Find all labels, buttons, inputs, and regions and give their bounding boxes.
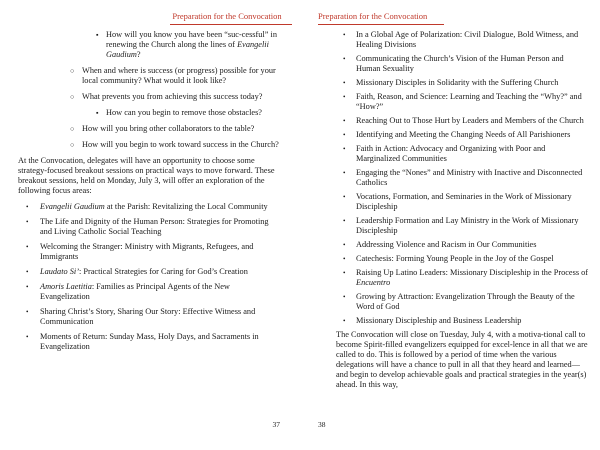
list-item-text: Engaging the “Nones” and Ministry with Inactive and Disconnected Catholics [356, 168, 583, 187]
circle-bullet-icon: ○ [70, 67, 75, 75]
dot-bullet-icon: • [26, 283, 29, 291]
list-item [26, 242, 280, 262]
list-item [343, 292, 590, 312]
dot-bullet-icon: • [343, 31, 346, 39]
list-item [343, 116, 590, 126]
circle-bullet-icon: ○ [70, 125, 75, 133]
list-item-text: Reaching Out to Those Hurt by Leaders and Members of the Church [356, 116, 584, 125]
page-number-right: 38 [318, 420, 326, 429]
dot-bullet-icon: • [343, 145, 346, 153]
list-item [343, 92, 590, 112]
list-item [70, 124, 280, 134]
intro-paragraph: At the Convocation, delegates will have an opportunity to choose some strategy-focused breakout sessions on practical ways to move forward. These breakout sessions, held on Monday, July 3, will offer an exploration of the following focus areas: [18, 156, 275, 195]
list-item-text-after: : Practical Strategies for Caring for God’s Creation [78, 267, 248, 276]
list-item [26, 282, 280, 302]
list-item [70, 92, 280, 102]
dot-bullet-icon: • [343, 131, 346, 139]
list-item-text: How can you begin to remove those obstacles? [106, 108, 262, 117]
question-list [18, 30, 280, 150]
list-item-text: How will you know you have been “suc-cessful” in renewing the Church along the lines of [106, 30, 277, 49]
square-bullet-icon: ▪ [96, 109, 99, 117]
dot-bullet-icon: • [343, 55, 346, 63]
list-item-text: Sharing Christ’s Story, Sharing Our Story: Effective Witness and Communication [40, 307, 256, 326]
focus-area-list [18, 202, 280, 352]
list-item [343, 268, 590, 288]
list-item-text: Growing by Attraction: Evangelization Through the Beauty of the Word of God [356, 292, 575, 311]
dot-bullet-icon: • [26, 268, 29, 276]
list-item-text-after: at the Parish: Revitalizing the Local Community [104, 202, 268, 211]
list-item [343, 54, 590, 74]
dot-bullet-icon: • [343, 255, 346, 263]
list-item-text-after: ? [136, 50, 141, 59]
circle-bullet-icon: ○ [70, 93, 75, 101]
left-page-content [18, 30, 280, 357]
square-bullet-icon: ▪ [96, 31, 99, 39]
list-item-text: Missionary Discipleship and Business Leadership [356, 316, 522, 325]
dot-bullet-icon: • [26, 308, 29, 316]
list-item [343, 192, 590, 212]
list-item-text: Addressing Violence and Racism in Our Communities [356, 240, 537, 249]
list-item-text: Communicating the Church’s Vision of the Human Person and Human Sexuality [356, 54, 564, 73]
list-item [26, 267, 280, 277]
dot-bullet-icon: • [26, 203, 29, 211]
list-item-text: Catechesis: Forming Young People in the Joy of the Gospel [356, 254, 554, 263]
dot-bullet-icon: • [343, 269, 346, 277]
dot-bullet-icon: • [343, 93, 346, 101]
dot-bullet-icon: • [343, 79, 346, 87]
list-item [343, 78, 590, 88]
dot-bullet-icon: • [343, 241, 346, 249]
list-item-italic-title: Evangelii Gaudium [106, 40, 269, 59]
list-item-italic-title: Laudato Si’ [40, 267, 79, 276]
list-item-text: Missionary Disciples in Solidarity with the Suffering Church [356, 78, 559, 87]
list-item [343, 254, 590, 264]
list-item [26, 217, 280, 237]
dot-bullet-icon: • [343, 193, 346, 201]
list-item-text: In a Global Age of Polarization: Civil Dialogue, Bold Witness, and Healing Divisions [356, 30, 579, 49]
list-item [343, 144, 590, 164]
focus-area-list-continued [336, 30, 590, 326]
list-item [343, 30, 590, 50]
list-item [343, 168, 590, 188]
list-item-text: Identifying and Meeting the Changing Needs of All Parishioners [356, 130, 571, 139]
dot-bullet-icon: • [343, 117, 346, 125]
dot-bullet-icon: • [26, 218, 29, 226]
list-item [26, 202, 280, 212]
list-item-text: Faith in Action: Advocacy and Organizing with Poor and Marginalized Communities [356, 144, 546, 163]
list-item [26, 307, 280, 327]
dot-bullet-icon: • [343, 169, 346, 177]
list-item [26, 332, 280, 352]
list-item-italic-title: Evangelii Gaudium [40, 202, 105, 211]
list-item-text: Vocations, Formation, and Seminaries in the Work of Missionary Discipleship [356, 192, 572, 211]
dot-bullet-icon: • [343, 317, 346, 325]
list-item [70, 140, 280, 150]
running-head-left: Preparation for the Convocation [170, 10, 292, 25]
list-item [343, 316, 590, 326]
list-item-text: Faith, Reason, and Science: Learning and Teaching the “Why?” and “How?” [356, 92, 582, 111]
dot-bullet-icon: • [343, 217, 346, 225]
circle-bullet-icon: ○ [70, 141, 75, 149]
right-page [300, 0, 600, 450]
list-item [70, 66, 280, 86]
running-head-right: Preparation for the Convocation [318, 10, 444, 25]
list-item-text: When and where is success (or progress) possible for your local community? What would it look like? [82, 66, 276, 85]
page-number-left: 37 [272, 420, 280, 429]
list-item-text: How will you begin to work toward success in the Church? [82, 140, 279, 149]
list-item-italic-title: Amoris Laetitia [40, 282, 92, 291]
list-item [96, 108, 280, 118]
list-item [96, 30, 280, 60]
list-item-text: Welcoming the Stranger: Ministry with Migrants, Refugees, and Immigrants [40, 242, 254, 261]
list-item-text: Moments of Return: Sunday Mass, Holy Days, and Sacraments in Evangelization [40, 332, 259, 351]
right-page-content [336, 30, 590, 396]
list-item-text: Leadership Formation and Lay Ministry in the Work of Missionary Discipleship [356, 216, 579, 235]
dot-bullet-icon: • [343, 293, 346, 301]
list-item [343, 216, 590, 236]
closing-paragraph: The Convocation will close on Tuesday, July 4, with a motiva-tional call to become Spirit-filled evangelizers equipped for excel-lence in all that we are called to do. This is followed by a period of time when the various delegations will have a chance to pull in all that they heard and learned—and begin to develop achievable goals and practical strategies in the year(s) ahead. In this way, [336, 330, 588, 389]
list-item-text: What prevents you from achieving this success today? [82, 92, 263, 101]
list-item [343, 240, 590, 250]
list-item-text-after: : Families as Principal Agents of the New Evangelization [40, 282, 230, 301]
list-item-text: The Life and Dignity of the Human Person: Strategies for Promoting and Living Catholic Social Teaching [40, 217, 269, 236]
dot-bullet-icon: • [26, 333, 29, 341]
dot-bullet-icon: • [26, 243, 29, 251]
list-item-text: How will you bring other collaborators to the table? [82, 124, 255, 133]
list-item [343, 130, 590, 140]
list-item-text: Raising Up Latino Leaders: Missionary Discipleship in the Process of [356, 268, 589, 277]
list-item-italic-title: Encuentro [356, 278, 391, 287]
